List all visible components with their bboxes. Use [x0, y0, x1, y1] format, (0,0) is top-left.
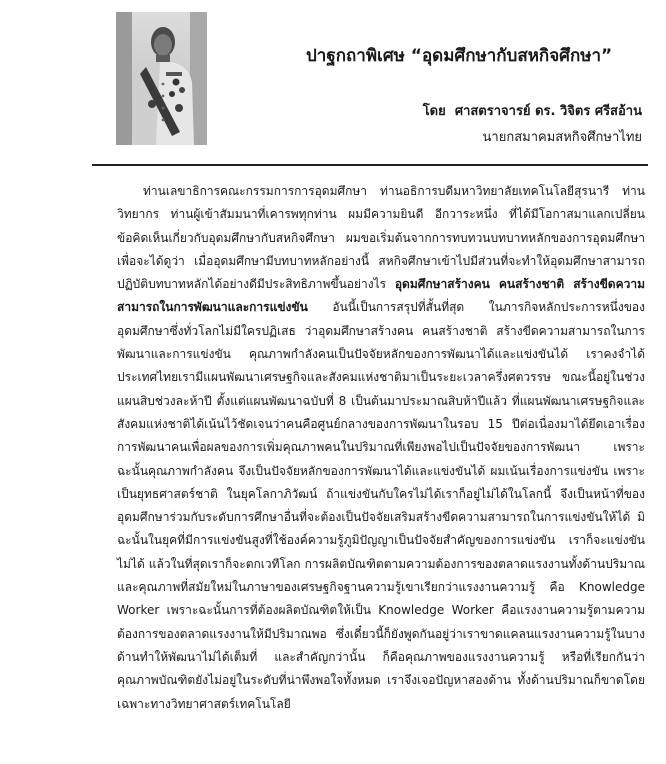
speech-body: [117, 180, 645, 716]
author-line: [423, 100, 642, 121]
body-key-statement: อุดมศึกษาสร้างคน คนสร้างชาติ สร้างขีดความสามารถในการพัฒนาและการแข่งขัน: [117, 277, 645, 315]
author-name: ศาสตราจารย์ ดร. วิจิตร ศรีสอ้าน: [454, 104, 642, 119]
author-portrait: [116, 12, 207, 145]
body-paragraph-continued: อันนี้เป็นการสรุปที่สั้นที่สุด ในภารกิจหลักประการหนึ่งของอุดมศึกษาซึ่งทั่วโลกไม่มีใครปฏิเสธ ว่าอุดมศึกษาสร้างคน คนสร้างชาติ สร้างขีดความสามารถในการพัฒนาและการแข่งขัน คุณภาพกำลังคนเป็นปัจจัยหลักของการพัฒนาได้และแข่งขันได้ เราคงจำได้ประเทศไทยเรามีแผนพัฒนาเศรษฐกิจและสังคมแห่งชาติมาเป็นระยะเวลาครึ่งศตวรรษ ขณะนี้อยู่ในช่วงแผนสิบช่วงละห้าปี ตั้งแต่แผนพัฒนาฉบับที่ 8 เป็นต้นมาประมาณสิบห้าปีแล้ว ที่แผนพัฒนาเศรษฐกิจและสังคมแห่งชาติได้เน้นไว้ชัดเจนว่าคนคือศูนย์กลางของการพัฒนาในรอบ 15 ปีต่อเนื่องมาได้ยึดเอาเรื่องการพัฒนาคนเพื่อผลของการเพิ่มคุณภาพคนในปริมาณที่เพียงพอไปเป็นปัจจัยของการพัฒนา เพราะฉะนั้นคุณภาพกำลังคน จึงเป็นปัจจัยหลักของการพัฒนาได้และแข่งขันได้ ผมเน้นเรื่องการแข่งขัน เพราะเป็นยุทธศาสตร์ชาติ ในยุคโลกาภิวัฒน์ ถ้าแข่งขันกับใครไม่ได้เราก็อยู่ไม่ได้ในโลกนี้ จึงเป็นหน้าที่ของอุดมศึกษาร่วมกับระดับการศึกษาอื่นที่จะต้องเป็นปัจจัยเสริมสร้างขีดความสามารถในการแข่งขันให้ได้ มิฉะนั้นในยุคที่มีการแข่งขันสูงที่ใช้องค์ความรู้ภูมิปัญญาเป็นปัจจัยสำคัญของการแข่งขัน เราก็จะแข่งขันไม่ได้ แล้วในที่สุดเราก็จะตกเวทีโลก การผลิตบัณฑิตตามความต้องการของตลาดแรงงานทั้งด้านปริมาณและคุณภาพที่สมัยใหม่ในภาษาของเศรษฐกิจฐานความรู้เขาเรียกว่าแรงงานความรู้ คือ Knowledge Worker เพราะฉะนั้นการที่ต้องผลิตบัณฑิตให้เป็น Knowledge Worker คือแรงงานความรู้ตามความต้องการของตลาดแรงงานให้มีปริมาณพอ ซึ่งเดี๋ยวนี้ก็ยังพูดกันอยู่ว่าเราขาดแคลนแรงงานความรู้ในบางด้านทำให้พัฒนาไม่ได้เต็มที่ และสำคัญกว่านั้น ก็คือคุณภาพของแรงงานความรู้ หรือที่เรียกกันว่าคุณภาพบัณฑิตยังไม่อยู่ในระดับที่น่าพึงพอใจทั้งหมด เราจึงเจอปัญหาสองด้าน ทั้งด้านปริมาณก็ขาดโดยเฉพาะทางวิทยาศาสตร์เทคโนโลยี: [117, 300, 645, 711]
header-divider: [92, 164, 648, 166]
body-paragraph-intro: ท่านเลขาธิการคณะกรรมการการอุดมศึกษา ท่านอธิการบดีมหาวิทยาลัยเทคโนโลยีสุรนารี ท่านวิทยากร ท่านผู้เข้าสัมมนาที่เคารพทุกท่าน ผมมีความยินดี อีกวาระหนึ่ง ที่ได้มีโอกาสมาแลกเปลี่ยนข้อคิดเห็นเกี่ยวกับอุดมศึกษากับสหกิจศึกษา ผมขอเริ่มต้นจากการทบทวนบทบาทหลักของการอุดมศึกษาเพื่อจะได้ดูว่า เมื่ออุดมศึกษามีบทบาทหลักอย่างนี้ สหกิจศึกษาเข้าไปมีส่วนที่จะทำให้อุดมศึกษาสามารถปฏิบัติบทบาทหลักได้อย่างดีมีประสิทธิภาพขึ้นอย่างไร: [117, 184, 645, 292]
author-prefix: โดย: [422, 104, 446, 119]
author-role: นายกสมาคมสหกิจศึกษาไทย: [482, 130, 642, 145]
speech-title: ปาฐกถาพิเศษ “อุดมศึกษากับสหกิจศึกษา”: [306, 46, 613, 66]
